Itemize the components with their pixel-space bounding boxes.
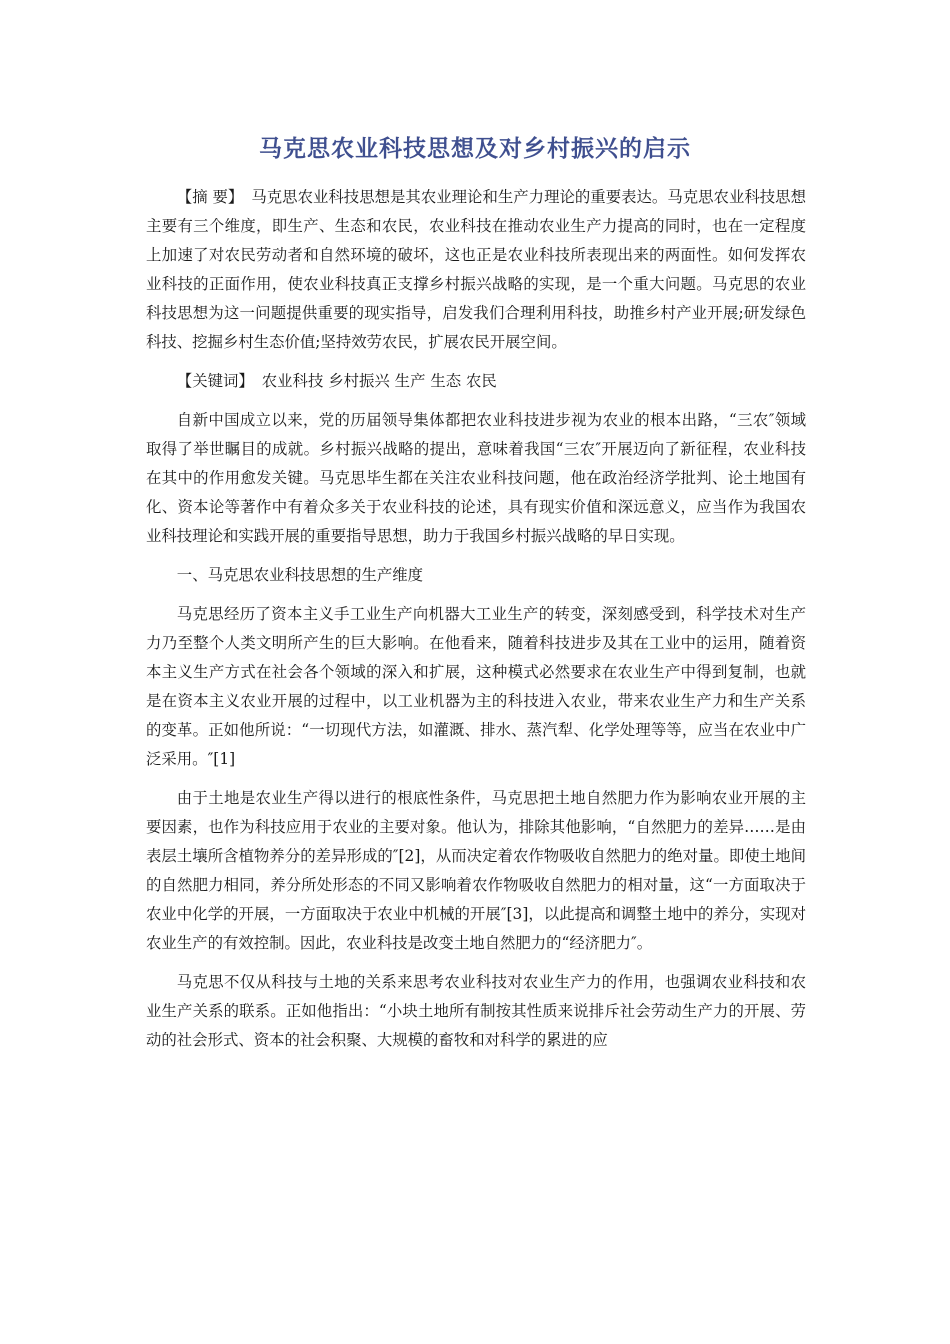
- body-paragraph: 马克思不仅从科技与土地的关系来思考农业科技对农业生产力的作用，也强调农业科技和农业生产关系的联系。正如他指出：“小块土地所有制按其性质来说排斥社会劳动生产力的开展、劳动的社会形式、资本的社会积聚、大规模的畜牧和对科学的累进的应: [146, 973, 806, 1049]
- body-paragraph-intro: 自新中国成立以来，党的历届领导集体都把农业科技进步视为农业的根本出路，“三农″领域取得了举世瞩目的成就。乡村振兴战略的提出，意味着我国“三农″开展迈向了新征程，农业科技在其中的作用愈发关键。马克思毕生都在关注农业科技问题，他在政治经济学批判、论土地国有化、资本论等著作中有着众多关于农业科技的论述，具有现实价值和深远意义，应当作为我国农业科技理论和实践开展的重要指导思想，助力于我国乡村振兴战略的早日实现。: [146, 411, 806, 545]
- abstract-text: 马克思农业科技思想是其农业理论和生产力理论的重要表达。马克思农业科技思想主要有三个维度，即生产、生态和农民，农业科技在推动农业生产力提高的同时，也在一定程度上加速了对农民劳动者和自然环境的破坏，这也正是农业科技所表现出来的两面性。如何发挥农业科技的正面作用，使农业科技真正支撑乡村振兴战略的实现，是一个重大问题。马克思的农业科技思想为这一问题提供重要的现实指导，启发我们合理利用科技，助推乡村产业开展;研发绿色科技、挖掘乡村生态价值;坚持效劳农民，扩展农民开展空间。: [146, 188, 806, 351]
- document-body: [146, 183, 806, 1065]
- abstract-label: 【摘 要】: [176, 188, 244, 206]
- document-title: 马克思农业科技思想及对乡村振兴的启示: [259, 136, 691, 162]
- keywords-text: 农业科技 乡村振兴 生产 生态 农民: [261, 372, 497, 390]
- section-heading: 一、马克思农业科技思想的生产维度: [176, 566, 424, 584]
- keywords-paragraph: [146, 367, 806, 396]
- body-paragraph: 由于土地是农业生产得以进行的根底性条件，马克思把土地自然肥力作为影响农业开展的主要因素，也作为科技应用于农业的主要对象。他认为，排除其他影响，“自然肥力的差异……是由表层土壤所含植物养分的差异形成的″[2]，从而决定着农作物吸收自然肥力的绝对量。即使土地间的自然肥力相同，养分所处形态的不同又影响着农作物吸收自然肥力的相对量，这“一方面取决于农业中化学的开展，一方面取决于农业中机械的开展″[3]，以此提高和调整土地中的养分，实现对农业生产的有效控制。因此，农业科技是改变土地自然肥力的“经济肥力″。: [146, 789, 806, 952]
- keywords-label: 【关键词】: [176, 372, 254, 390]
- body-paragraph: 马克思经历了资本主义手工业生产向机器大工业生产的转变，深刻感受到，科学技术对生产力乃至整个人类文明所产生的巨大影响。在他看来，随着科技进步及其在工业中的运用，随着资本主义生产方式在社会各个领域的深入和扩展，这种模式必然要求在农业生产中得到复制，也就是在资本主义农业开展的过程中，以工业机器为主的科技进入农业，带来农业生产力和生产关系的变革。正如他所说：“一切现代方法，如灌溉、排水、蒸汽犁、化学处理等等，应当在农业中广泛采用。″[1]: [146, 605, 806, 768]
- abstract-paragraph: [146, 183, 806, 357]
